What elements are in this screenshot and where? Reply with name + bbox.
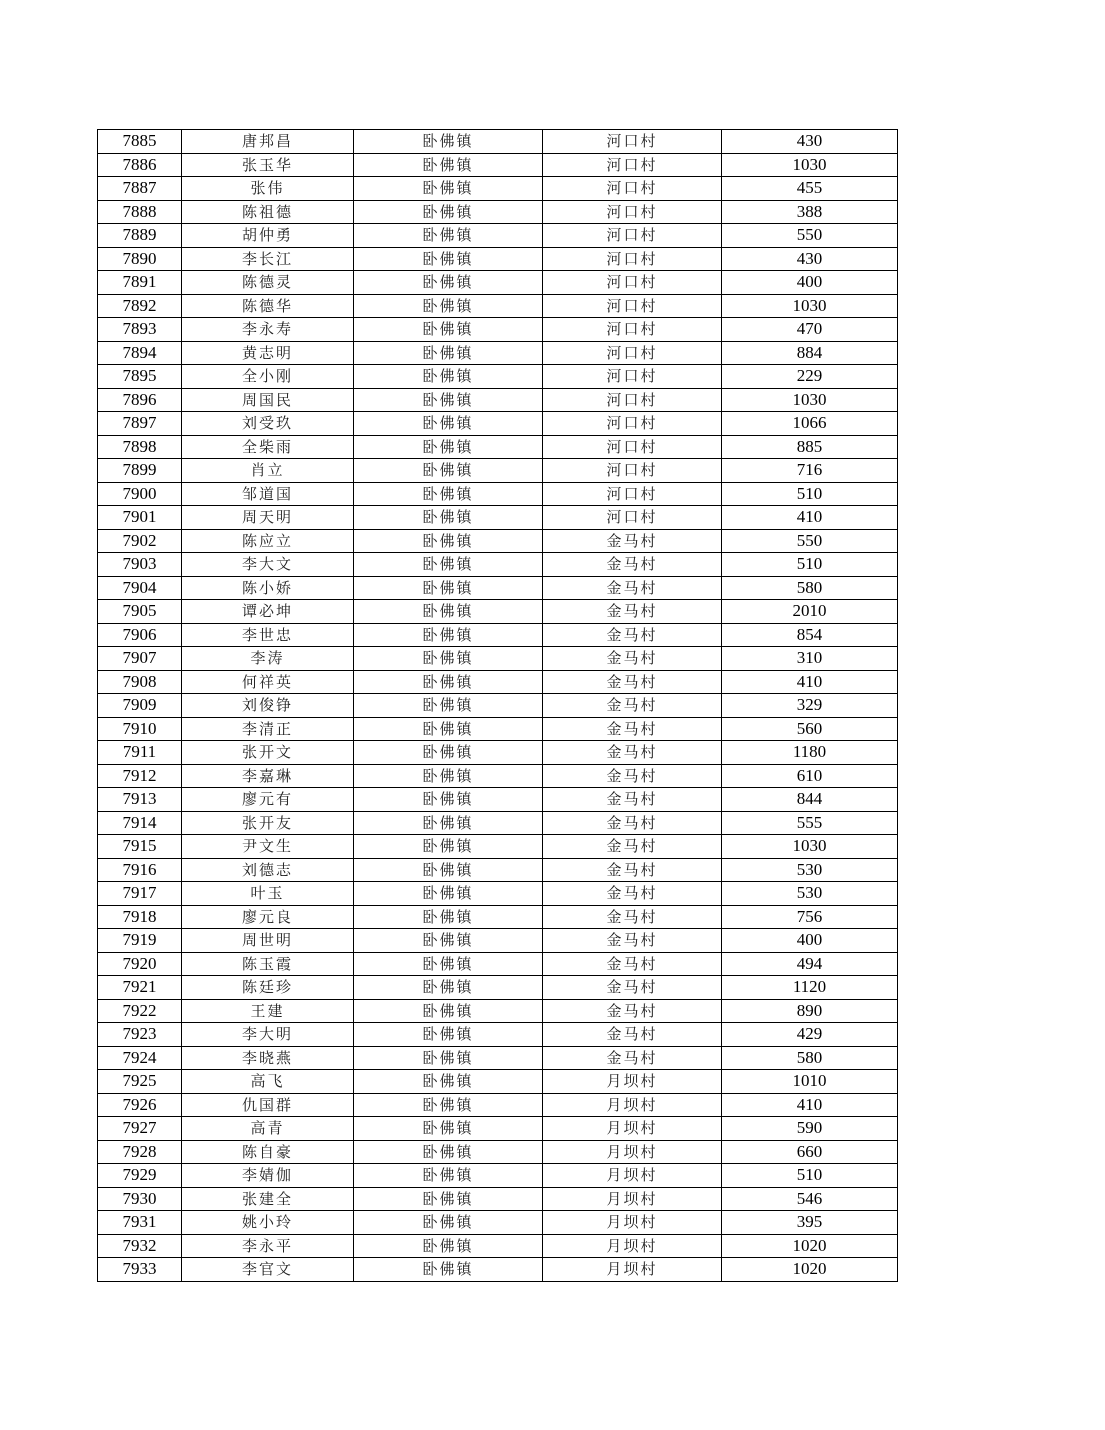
row-number-cell: 7903: [98, 553, 182, 577]
name-cell: 肖立: [182, 459, 354, 483]
amount-cell: 229: [722, 365, 898, 389]
name-cell: 周国民: [182, 388, 354, 412]
amount-cell: 1180: [722, 741, 898, 765]
town-cell: 卧佛镇: [354, 529, 543, 553]
name-cell: 张伟: [182, 177, 354, 201]
name-cell: 陈廷珍: [182, 976, 354, 1000]
name-cell: 廖元有: [182, 788, 354, 812]
town-cell: 卧佛镇: [354, 1164, 543, 1188]
row-number-cell: 7920: [98, 952, 182, 976]
town-cell: 卧佛镇: [354, 341, 543, 365]
table-row: [98, 788, 898, 812]
town-cell: 卧佛镇: [354, 412, 543, 436]
table-row: [98, 271, 898, 295]
amount-cell: 890: [722, 999, 898, 1023]
table-row: [98, 1211, 898, 1235]
town-cell: 卧佛镇: [354, 929, 543, 953]
table-row: [98, 576, 898, 600]
village-cell: 金马村: [543, 717, 722, 741]
town-cell: 卧佛镇: [354, 388, 543, 412]
name-cell: 刘受玖: [182, 412, 354, 436]
village-cell: 月坝村: [543, 1117, 722, 1141]
table-row: [98, 553, 898, 577]
row-number-cell: 7928: [98, 1140, 182, 1164]
village-cell: 河口村: [543, 365, 722, 389]
table-row: [98, 999, 898, 1023]
row-number-cell: 7906: [98, 623, 182, 647]
town-cell: 卧佛镇: [354, 741, 543, 765]
table-row: [98, 130, 898, 154]
table-row: [98, 388, 898, 412]
village-cell: 河口村: [543, 247, 722, 271]
row-number-cell: 7925: [98, 1070, 182, 1094]
table-row: [98, 882, 898, 906]
row-number-cell: 7902: [98, 529, 182, 553]
row-number-cell: 7914: [98, 811, 182, 835]
town-cell: 卧佛镇: [354, 271, 543, 295]
town-cell: 卧佛镇: [354, 835, 543, 859]
town-cell: 卧佛镇: [354, 1023, 543, 1047]
village-cell: 河口村: [543, 224, 722, 248]
village-cell: 金马村: [543, 905, 722, 929]
amount-cell: 510: [722, 1164, 898, 1188]
table-row: [98, 694, 898, 718]
table-row: [98, 153, 898, 177]
amount-cell: 410: [722, 506, 898, 530]
village-cell: 河口村: [543, 388, 722, 412]
village-cell: 月坝村: [543, 1258, 722, 1282]
amount-cell: 1066: [722, 412, 898, 436]
name-cell: 李永平: [182, 1234, 354, 1258]
name-cell: 高青: [182, 1117, 354, 1141]
amount-cell: 430: [722, 130, 898, 154]
name-cell: 陈德华: [182, 294, 354, 318]
town-cell: 卧佛镇: [354, 200, 543, 224]
amount-cell: 510: [722, 482, 898, 506]
village-cell: 金马村: [543, 670, 722, 694]
village-cell: 金马村: [543, 976, 722, 1000]
name-cell: 陈祖德: [182, 200, 354, 224]
name-cell: 尹文生: [182, 835, 354, 859]
row-number-cell: 7922: [98, 999, 182, 1023]
table-row: [98, 835, 898, 859]
village-cell: 月坝村: [543, 1211, 722, 1235]
village-cell: 金马村: [543, 576, 722, 600]
town-cell: 卧佛镇: [354, 1258, 543, 1282]
row-number-cell: 7919: [98, 929, 182, 953]
table-row: [98, 647, 898, 671]
table-row: [98, 1234, 898, 1258]
town-cell: 卧佛镇: [354, 153, 543, 177]
name-cell: 李世忠: [182, 623, 354, 647]
amount-cell: 844: [722, 788, 898, 812]
amount-cell: 2010: [722, 600, 898, 624]
amount-cell: 854: [722, 623, 898, 647]
village-cell: 金马村: [543, 882, 722, 906]
row-number-cell: 7931: [98, 1211, 182, 1235]
village-cell: 河口村: [543, 412, 722, 436]
table-row: [98, 811, 898, 835]
town-cell: 卧佛镇: [354, 811, 543, 835]
row-number-cell: 7907: [98, 647, 182, 671]
town-cell: 卧佛镇: [354, 318, 543, 342]
row-number-cell: 7886: [98, 153, 182, 177]
village-cell: 河口村: [543, 318, 722, 342]
row-number-cell: 7899: [98, 459, 182, 483]
village-cell: 河口村: [543, 341, 722, 365]
amount-cell: 329: [722, 694, 898, 718]
town-cell: 卧佛镇: [354, 999, 543, 1023]
name-cell: 高飞: [182, 1070, 354, 1094]
name-cell: 李涛: [182, 647, 354, 671]
amount-cell: 660: [722, 1140, 898, 1164]
name-cell: 胡仲勇: [182, 224, 354, 248]
village-cell: 金马村: [543, 529, 722, 553]
row-number-cell: 7910: [98, 717, 182, 741]
village-cell: 河口村: [543, 435, 722, 459]
table-row: [98, 365, 898, 389]
amount-cell: 756: [722, 905, 898, 929]
table-row: [98, 952, 898, 976]
town-cell: 卧佛镇: [354, 905, 543, 929]
amount-cell: 530: [722, 882, 898, 906]
table-row: [98, 177, 898, 201]
name-cell: 陈玉霞: [182, 952, 354, 976]
name-cell: 李大明: [182, 1023, 354, 1047]
table-row: [98, 412, 898, 436]
name-cell: 周天明: [182, 506, 354, 530]
table-row: [98, 482, 898, 506]
roster-table-body: [98, 130, 898, 1282]
town-cell: 卧佛镇: [354, 1093, 543, 1117]
village-cell: 河口村: [543, 200, 722, 224]
row-number-cell: 7915: [98, 835, 182, 859]
village-cell: 金马村: [543, 647, 722, 671]
name-cell: 何祥英: [182, 670, 354, 694]
amount-cell: 1120: [722, 976, 898, 1000]
amount-cell: 1020: [722, 1258, 898, 1282]
amount-cell: 400: [722, 271, 898, 295]
name-cell: 廖元良: [182, 905, 354, 929]
row-number-cell: 7918: [98, 905, 182, 929]
town-cell: 卧佛镇: [354, 224, 543, 248]
name-cell: 李官文: [182, 1258, 354, 1282]
name-cell: 叶玉: [182, 882, 354, 906]
town-cell: 卧佛镇: [354, 976, 543, 1000]
amount-cell: 885: [722, 435, 898, 459]
town-cell: 卧佛镇: [354, 506, 543, 530]
village-cell: 月坝村: [543, 1070, 722, 1094]
town-cell: 卧佛镇: [354, 717, 543, 741]
table-row: [98, 1117, 898, 1141]
amount-cell: 560: [722, 717, 898, 741]
table-row: [98, 1258, 898, 1282]
row-number-cell: 7908: [98, 670, 182, 694]
name-cell: 陈自豪: [182, 1140, 354, 1164]
name-cell: 张开文: [182, 741, 354, 765]
town-cell: 卧佛镇: [354, 435, 543, 459]
amount-cell: 530: [722, 858, 898, 882]
table-row: [98, 318, 898, 342]
town-cell: 卧佛镇: [354, 1046, 543, 1070]
row-number-cell: 7933: [98, 1258, 182, 1282]
town-cell: 卧佛镇: [354, 764, 543, 788]
table-row: [98, 435, 898, 459]
town-cell: 卧佛镇: [354, 788, 543, 812]
town-cell: 卧佛镇: [354, 459, 543, 483]
village-cell: 金马村: [543, 811, 722, 835]
amount-cell: 590: [722, 1117, 898, 1141]
town-cell: 卧佛镇: [354, 553, 543, 577]
row-number-cell: 7885: [98, 130, 182, 154]
village-cell: 河口村: [543, 153, 722, 177]
amount-cell: 1030: [722, 153, 898, 177]
village-cell: 金马村: [543, 1046, 722, 1070]
table-row: [98, 1140, 898, 1164]
village-cell: 河口村: [543, 482, 722, 506]
amount-cell: 1030: [722, 388, 898, 412]
row-number-cell: 7927: [98, 1117, 182, 1141]
row-number-cell: 7898: [98, 435, 182, 459]
table-row: [98, 224, 898, 248]
amount-cell: 410: [722, 670, 898, 694]
town-cell: 卧佛镇: [354, 1187, 543, 1211]
row-number-cell: 7909: [98, 694, 182, 718]
village-cell: 金马村: [543, 741, 722, 765]
village-cell: 月坝村: [543, 1093, 722, 1117]
town-cell: 卧佛镇: [354, 177, 543, 201]
amount-cell: 716: [722, 459, 898, 483]
row-number-cell: 7889: [98, 224, 182, 248]
row-number-cell: 7911: [98, 741, 182, 765]
amount-cell: 470: [722, 318, 898, 342]
name-cell: 李大文: [182, 553, 354, 577]
name-cell: 李清正: [182, 717, 354, 741]
name-cell: 谭必坤: [182, 600, 354, 624]
amount-cell: 1010: [722, 1070, 898, 1094]
name-cell: 全小刚: [182, 365, 354, 389]
town-cell: 卧佛镇: [354, 647, 543, 671]
amount-cell: 388: [722, 200, 898, 224]
name-cell: 邹道国: [182, 482, 354, 506]
village-cell: 金马村: [543, 1023, 722, 1047]
row-number-cell: 7913: [98, 788, 182, 812]
village-cell: 金马村: [543, 764, 722, 788]
name-cell: 李永寿: [182, 318, 354, 342]
town-cell: 卧佛镇: [354, 482, 543, 506]
amount-cell: 455: [722, 177, 898, 201]
town-cell: 卧佛镇: [354, 952, 543, 976]
table-row: [98, 600, 898, 624]
town-cell: 卧佛镇: [354, 365, 543, 389]
amount-cell: 884: [722, 341, 898, 365]
table-row: [98, 717, 898, 741]
table-row: [98, 741, 898, 765]
table-row: [98, 247, 898, 271]
table-row: [98, 623, 898, 647]
name-cell: 仇国群: [182, 1093, 354, 1117]
name-cell: 张建全: [182, 1187, 354, 1211]
table-row: [98, 670, 898, 694]
table-row: [98, 459, 898, 483]
table-row: [98, 1023, 898, 1047]
village-cell: 金马村: [543, 788, 722, 812]
row-number-cell: 7888: [98, 200, 182, 224]
amount-cell: 400: [722, 929, 898, 953]
town-cell: 卧佛镇: [354, 694, 543, 718]
village-cell: 月坝村: [543, 1164, 722, 1188]
amount-cell: 310: [722, 647, 898, 671]
table-row: [98, 341, 898, 365]
row-number-cell: 7894: [98, 341, 182, 365]
name-cell: 李嘉琳: [182, 764, 354, 788]
village-cell: 月坝村: [543, 1140, 722, 1164]
row-number-cell: 7905: [98, 600, 182, 624]
name-cell: 陈德灵: [182, 271, 354, 295]
row-number-cell: 7893: [98, 318, 182, 342]
village-cell: 河口村: [543, 177, 722, 201]
name-cell: 刘俊铮: [182, 694, 354, 718]
table-row: [98, 1093, 898, 1117]
table-row: [98, 1046, 898, 1070]
row-number-cell: 7924: [98, 1046, 182, 1070]
village-cell: 金马村: [543, 929, 722, 953]
village-cell: 河口村: [543, 271, 722, 295]
row-number-cell: 7930: [98, 1187, 182, 1211]
name-cell: 张玉华: [182, 153, 354, 177]
amount-cell: 580: [722, 576, 898, 600]
table-row: [98, 976, 898, 1000]
name-cell: 周世明: [182, 929, 354, 953]
amount-cell: 550: [722, 529, 898, 553]
row-number-cell: 7891: [98, 271, 182, 295]
row-number-cell: 7916: [98, 858, 182, 882]
village-cell: 金马村: [543, 952, 722, 976]
name-cell: 王建: [182, 999, 354, 1023]
amount-cell: 410: [722, 1093, 898, 1117]
village-cell: 月坝村: [543, 1187, 722, 1211]
table-row: [98, 858, 898, 882]
row-number-cell: 7890: [98, 247, 182, 271]
row-number-cell: 7912: [98, 764, 182, 788]
town-cell: 卧佛镇: [354, 247, 543, 271]
name-cell: 陈小娇: [182, 576, 354, 600]
village-cell: 金马村: [543, 858, 722, 882]
town-cell: 卧佛镇: [354, 1070, 543, 1094]
village-cell: 河口村: [543, 130, 722, 154]
table-row: [98, 506, 898, 530]
amount-cell: 550: [722, 224, 898, 248]
table-row: [98, 529, 898, 553]
amount-cell: 610: [722, 764, 898, 788]
town-cell: 卧佛镇: [354, 294, 543, 318]
town-cell: 卧佛镇: [354, 576, 543, 600]
name-cell: 黄志明: [182, 341, 354, 365]
row-number-cell: 7921: [98, 976, 182, 1000]
name-cell: 刘德志: [182, 858, 354, 882]
row-number-cell: 7929: [98, 1164, 182, 1188]
amount-cell: 1020: [722, 1234, 898, 1258]
village-cell: 金马村: [543, 600, 722, 624]
town-cell: 卧佛镇: [354, 882, 543, 906]
row-number-cell: 7895: [98, 365, 182, 389]
row-number-cell: 7923: [98, 1023, 182, 1047]
table-row: [98, 764, 898, 788]
name-cell: 李长江: [182, 247, 354, 271]
row-number-cell: 7892: [98, 294, 182, 318]
table-row: [98, 905, 898, 929]
table-row: [98, 1187, 898, 1211]
table-row: [98, 294, 898, 318]
town-cell: 卧佛镇: [354, 670, 543, 694]
table-row: [98, 929, 898, 953]
amount-cell: 494: [722, 952, 898, 976]
town-cell: 卧佛镇: [354, 858, 543, 882]
village-cell: 河口村: [543, 294, 722, 318]
amount-cell: 1030: [722, 835, 898, 859]
village-cell: 金马村: [543, 999, 722, 1023]
table-row: [98, 1164, 898, 1188]
row-number-cell: 7896: [98, 388, 182, 412]
row-number-cell: 7917: [98, 882, 182, 906]
village-cell: 月坝村: [543, 1234, 722, 1258]
name-cell: 陈应立: [182, 529, 354, 553]
row-number-cell: 7932: [98, 1234, 182, 1258]
name-cell: 姚小玲: [182, 1211, 354, 1235]
roster-table: [97, 129, 898, 1282]
table-row: [98, 200, 898, 224]
amount-cell: 429: [722, 1023, 898, 1047]
village-cell: 河口村: [543, 506, 722, 530]
town-cell: 卧佛镇: [354, 1140, 543, 1164]
row-number-cell: 7926: [98, 1093, 182, 1117]
row-number-cell: 7901: [98, 506, 182, 530]
name-cell: 李晓燕: [182, 1046, 354, 1070]
name-cell: 张开友: [182, 811, 354, 835]
amount-cell: 1030: [722, 294, 898, 318]
table-row: [98, 1070, 898, 1094]
town-cell: 卧佛镇: [354, 130, 543, 154]
amount-cell: 555: [722, 811, 898, 835]
amount-cell: 395: [722, 1211, 898, 1235]
amount-cell: 430: [722, 247, 898, 271]
town-cell: 卧佛镇: [354, 1117, 543, 1141]
amount-cell: 546: [722, 1187, 898, 1211]
row-number-cell: 7887: [98, 177, 182, 201]
name-cell: 李婧伽: [182, 1164, 354, 1188]
name-cell: 唐邦昌: [182, 130, 354, 154]
village-cell: 金马村: [543, 553, 722, 577]
row-number-cell: 7900: [98, 482, 182, 506]
village-cell: 河口村: [543, 459, 722, 483]
amount-cell: 580: [722, 1046, 898, 1070]
town-cell: 卧佛镇: [354, 1234, 543, 1258]
row-number-cell: 7897: [98, 412, 182, 436]
town-cell: 卧佛镇: [354, 623, 543, 647]
row-number-cell: 7904: [98, 576, 182, 600]
town-cell: 卧佛镇: [354, 1211, 543, 1235]
amount-cell: 510: [722, 553, 898, 577]
village-cell: 金马村: [543, 835, 722, 859]
name-cell: 全柴雨: [182, 435, 354, 459]
village-cell: 金马村: [543, 623, 722, 647]
village-cell: 金马村: [543, 694, 722, 718]
town-cell: 卧佛镇: [354, 600, 543, 624]
